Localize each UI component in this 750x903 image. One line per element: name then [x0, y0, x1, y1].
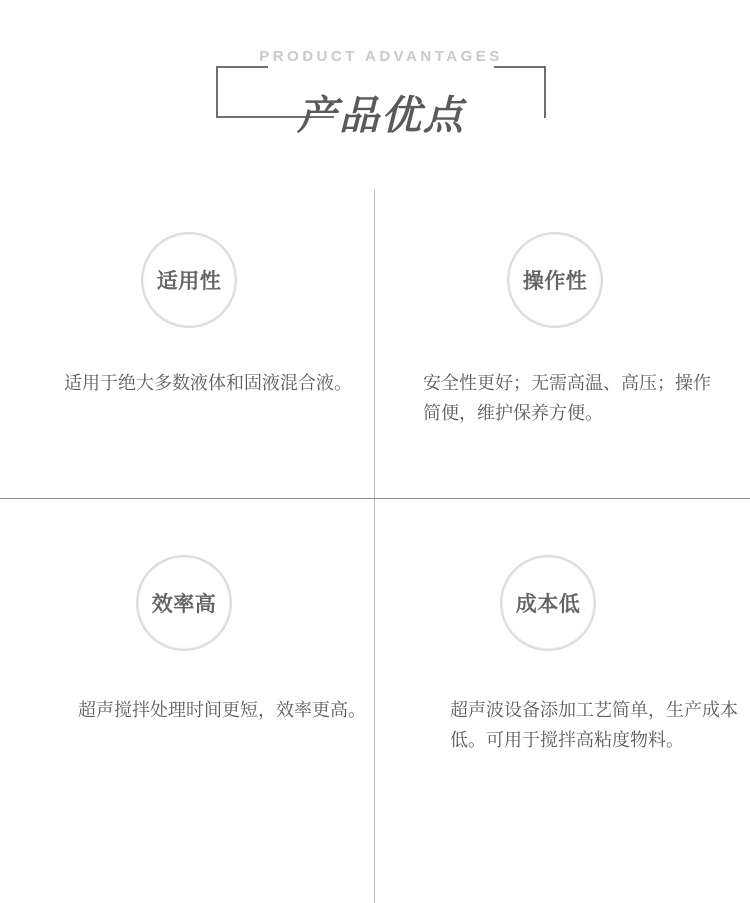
advantage-badge: [136, 555, 232, 651]
advantage-description: 安全性更好；无需高温、高压；操作简便，维护保养方便。: [423, 373, 711, 423]
advantage-badge-label: 操作性: [522, 270, 588, 293]
advantage-badge-label: 成本低: [515, 593, 581, 616]
header-eyebrow: PRODUCT ADVANTAGES: [259, 48, 503, 65]
advantage-card-operability: [375, 190, 749, 546]
header-bracket-frame: [216, 48, 546, 153]
advantage-badge: [141, 232, 237, 328]
advantage-description: 超声搅拌处理时间更短，效率更高。: [78, 700, 366, 720]
advantage-description: 超声波设备添加工艺简单，生产成本低。可用于搅拌高粘度物料。: [450, 700, 738, 750]
advantage-card-applicability: [0, 190, 374, 546]
advantage-card-low-cost: [375, 499, 749, 855]
bracket-top-left-line: [216, 66, 268, 68]
advantage-card-efficiency: [0, 499, 374, 855]
advantage-badge-label: 适用性: [156, 270, 222, 293]
page-header: [0, 0, 750, 190]
page-title: 产品优点: [297, 94, 465, 138]
advantage-badge-label: 效率高: [151, 593, 217, 616]
advantage-badge: [507, 232, 603, 328]
advantages-grid: [0, 190, 750, 903]
bracket-top-right-line: [494, 66, 546, 68]
advantage-description: 适用于绝大多数液体和固液混合液。: [64, 373, 352, 393]
advantage-badge: [500, 555, 596, 651]
